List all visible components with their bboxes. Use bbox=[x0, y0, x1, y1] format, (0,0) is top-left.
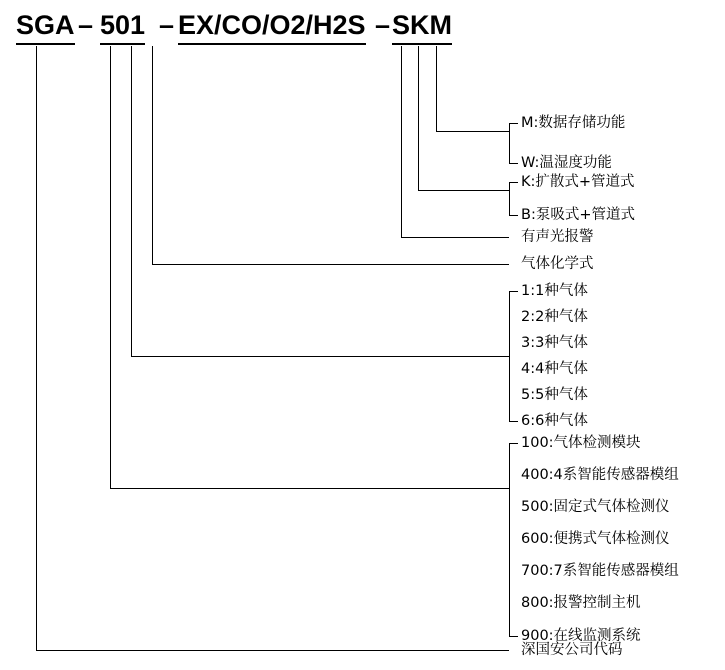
label-gas-count-6: 6:6种气体 bbox=[521, 413, 588, 429]
label-series-100: 100:气体检测模块 bbox=[521, 435, 641, 451]
label-company-code: 深国安公司代码 bbox=[521, 642, 623, 658]
leader-line-alarm-horizontal bbox=[401, 237, 509, 238]
code-segment-sga: SGA bbox=[16, 8, 75, 45]
label-gas-count-1: 1:1种气体 bbox=[521, 283, 588, 299]
bracket-series bbox=[509, 443, 510, 636]
leader-line-sampling bbox=[418, 46, 419, 190]
label-gas-count-3: 3:3种气体 bbox=[521, 335, 588, 351]
leader-line-gas-count bbox=[131, 46, 132, 356]
label-gas-count-4: 4:4种气体 bbox=[521, 361, 588, 377]
leader-line-alarm bbox=[401, 46, 402, 237]
bracket-tick-sampling-1 bbox=[509, 215, 518, 216]
leader-line-series bbox=[110, 46, 111, 488]
label-alarm: 有声光报警 bbox=[521, 229, 594, 245]
label-series-400: 400:4系智能传感器模组 bbox=[521, 467, 679, 483]
bracket-gas-count bbox=[509, 291, 510, 421]
model-code-row bbox=[0, 0, 725, 52]
label-gas-type: 气体化学式 bbox=[521, 256, 594, 272]
label-storage-w: W:温湿度功能 bbox=[521, 155, 612, 171]
bracket-tick-storage-0 bbox=[509, 123, 518, 124]
leader-line-sga-horizontal bbox=[36, 650, 509, 651]
code-segment-skm: SKM bbox=[392, 8, 452, 45]
leader-line-gas-type bbox=[152, 46, 153, 264]
code-dash-2: – bbox=[159, 10, 175, 40]
leader-line-storage-horizontal bbox=[436, 131, 509, 132]
label-series-700: 700:7系智能传感器模组 bbox=[521, 563, 679, 579]
bracket-sampling bbox=[509, 182, 510, 215]
label-series-900: 900:在线监测系统 bbox=[521, 628, 641, 644]
code-dash-3: – bbox=[375, 10, 391, 40]
leader-line-sampling-horizontal bbox=[418, 190, 509, 191]
label-gas-count-2: 2:2种气体 bbox=[521, 309, 588, 325]
code-dash-1: – bbox=[78, 10, 94, 40]
label-series-600: 600:便携式气体检测仪 bbox=[521, 531, 670, 547]
bracket-tick-series-6 bbox=[509, 636, 518, 637]
leader-line-gas-count-horizontal bbox=[131, 356, 509, 357]
leader-line-sga bbox=[36, 46, 37, 650]
leader-line-storage bbox=[436, 46, 437, 131]
leader-line-gas-type-horizontal bbox=[152, 264, 509, 265]
label-series-800: 800:报警控制主机 bbox=[521, 595, 641, 611]
leader-line-series-horizontal bbox=[110, 488, 509, 489]
bracket-tick-series-0 bbox=[509, 443, 518, 444]
bracket-tick-sampling-0 bbox=[509, 182, 518, 183]
code-segment-501: 501 bbox=[100, 8, 145, 45]
label-sampling-k: K:扩散式+管道式 bbox=[521, 174, 635, 190]
label-gas-count-5: 5:5种气体 bbox=[521, 387, 588, 403]
bracket-tick-gas-5 bbox=[509, 421, 518, 422]
code-segment-gases: EX/CO/O2/H2S bbox=[178, 8, 366, 45]
label-series-500: 500:固定式气体检测仪 bbox=[521, 499, 670, 515]
label-storage-m: M:数据存储功能 bbox=[521, 115, 626, 131]
bracket-tick-gas-0 bbox=[509, 291, 518, 292]
bracket-tick-storage-1 bbox=[509, 163, 518, 164]
label-sampling-b: B:泵吸式+管道式 bbox=[521, 207, 635, 223]
bracket-storage bbox=[509, 123, 510, 163]
